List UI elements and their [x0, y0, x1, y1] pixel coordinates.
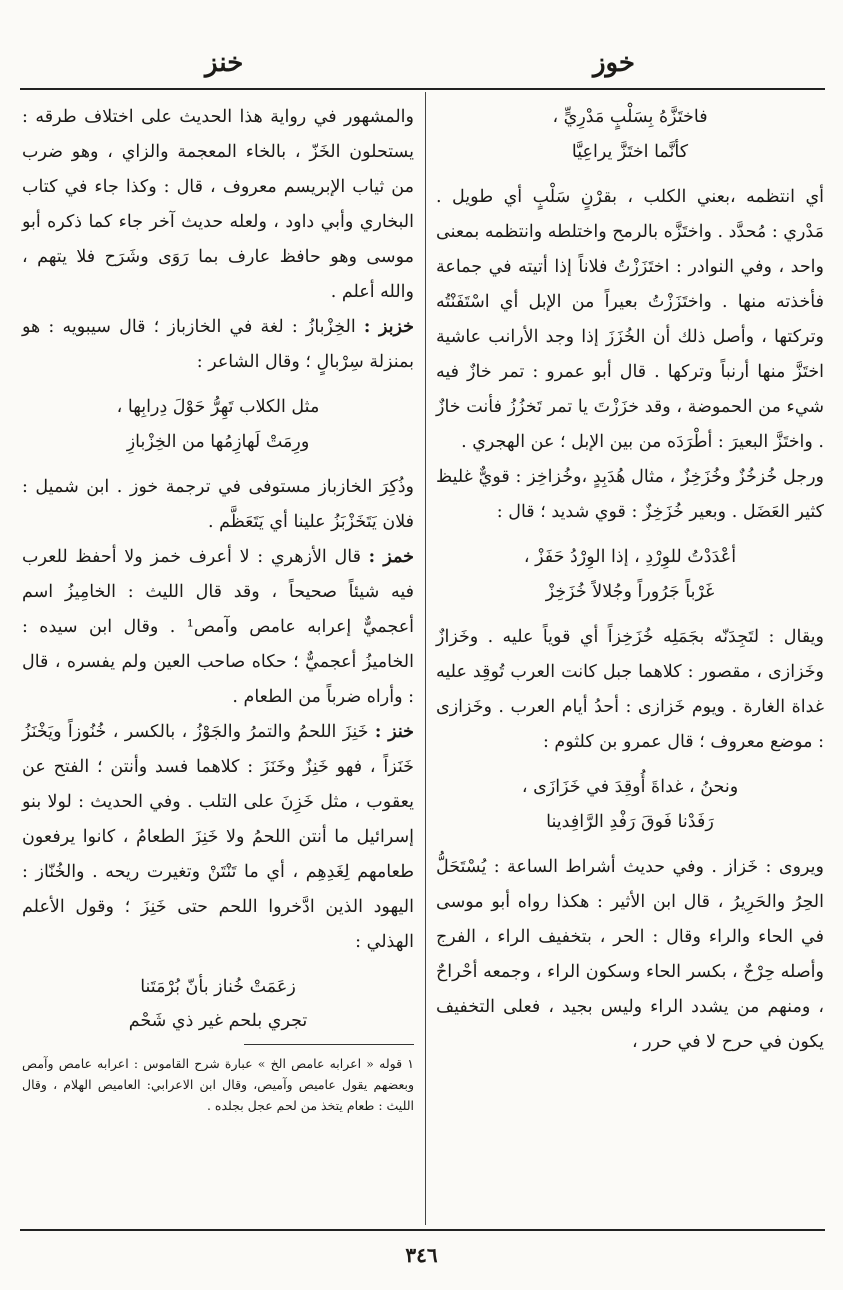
header-rule — [20, 88, 825, 90]
verse-line: زعَمَتْ خُناز بأنّ بُرْمَتَنا — [140, 977, 296, 997]
verse-line: تجري بلحم غير ذي شَحْم — [128, 1011, 308, 1031]
entry-paragraph — [22, 310, 414, 380]
entry-headword: خمز : — [368, 547, 414, 567]
entry-paragraph — [22, 715, 414, 960]
left-column — [22, 100, 414, 1116]
entry-paragraph: ويقال : لتَجِدَنّه بجَمَلِه خُزَخِزاً أي قوياً عليه . وخَزازٌ وخَزازى ، مقصور : كلاهما جبل كانت العرب تُوقِد عليه غداة الغارة . ويوم خَزازى : أحدُ أيام العرب . وخَزازى : موضع معروف ؛ قال عمرو بن كلثوم : — [436, 627, 824, 752]
entry-paragraph: وذُكِرَ الخازباز مستوفى في ترجمة خوز . ابن شميل : فلان يَتَخَزْبَزُ علينا أي يَتَعَظَّم . — [22, 477, 414, 532]
column-divider — [425, 92, 426, 1225]
entry-headword: خنز : — [374, 722, 414, 742]
verse-line: أعْدَدْتُ للوِرْدِ ، إذا الوِرْدُ حَفَزْ ، — [523, 547, 737, 567]
left-running-headword: خنز — [205, 48, 244, 78]
page-header — [20, 44, 825, 84]
entry-paragraph: والمشهور في رواية هذا الحديث على اختلاف طرقه : يستحلون الخَزّ ، بالخاء المعجمة والزاي ، وهو ضرب من ثياب الإبريسم معروف ، قال : وكذا جاء في كتاب البخاري وأبي داود ، ولعله حديث آخر جاء كما ذكره أبو موسى وهو حافظ عارف بما رَوَى وشَرَح فلا يتهم ، والله أعلم . — [22, 107, 414, 302]
footnote: ١ قوله « اعرابه عامص الخ » عبارة شرح القاموس : اعرابه عامص وآمص وبعضهم يقول عاميص وآميص، وقال ابن الاعرابي: العاميص الهلام ، وقال الليث : طعام يتخذ من لحم عجل بجلده . — [22, 1056, 414, 1113]
right-running-headword: خوز — [592, 48, 635, 78]
verse-line: فاختَزَّهُ بِسَلْبٍ مَدْرِيٍّ ، — [552, 107, 708, 127]
entry-paragraph: ورجل خُزخُزٌ وخُزَخِزٌ ، مثال هُدَبِدٍ ،وخُزاخِز : قويٌّ غليظ كثير العَضَل . وبعير خُزَخِزٌ : قوي شديد ؛ قال : — [436, 467, 824, 522]
verse-line: رَفَدْنا فَوقَ رَفْدِ الرَّافِدينا — [546, 812, 714, 832]
verse-line: غَرْباً جَرُوراً وجُلالاً خُزَخِزْ — [545, 582, 715, 602]
entry-text: الخِزْبازُ : لغة في الخازباز ؛ قال سيبويه : هو بمنزلة سِرْبالٍ ؛ وقال الشاعر : — [22, 317, 414, 372]
entry-text: خَنِزَ اللحمُ والتمرُ والجَوْزُ ، بالكسر ، خُنُوزاً ويَخْنَزُ خَنَزاً ، فهو خَنِزٌ وخَنَزَ : كلاهما فسد وأنتن ؛ الفتح عن يعقوب ، مثل خَزِنَ على التلب . وفي الحديث : لولا بنو إسرائيل ما أنتن اللحمُ ولا خَنِزَ الطعامُ ، كانوا يرفعون طعامهم لِغَدِهِم ، أي ما تَنْتَنْ وتغيرت ريحه . والخُنّاز : اليهود الذين ادَّخروا اللحم حتى خَنِزَ ؛ وقول الأعلم الهذلي : — [22, 722, 414, 952]
entry-headword: خزبز : — [363, 317, 414, 337]
verse-line: كأنَّما اختَزَّ يراعِيَّا — [571, 142, 689, 162]
page-number: ٣٤٦ — [405, 1243, 438, 1267]
right-column — [436, 100, 824, 1060]
verse-line: مثل الكلاب تَهِرُّ حَوْلَ دِرابِها ، — [116, 397, 320, 417]
footnote-rule — [244, 1044, 414, 1045]
entry-paragraph — [22, 540, 414, 715]
entry-text: قال الأزهري : لا أعرف خمز ولا أحفظ للعرب فيه شيئاً صحيحاً ، وقد قال الليث : الخامِيزُ اسم أعجميٌّ إعرابه عامص وآمص¹ . وقال ابن سيده : الخاميزُ أعجميٌّ ؛ حكاه صاحب العين ولم يفسره ، قال : وأراه ضرباً من الطعام . — [22, 547, 414, 707]
entry-paragraph: ويروى : خَزاز . وفي حديث أشراط الساعة : يُسْتَحَلُّ الحِرُ والحَرِيرُ ، قال ابن الأثير : هكذا رواه أبو موسى في الحاء والراء وقال : الحر ، بتخفيف الراء ، الفرج وأصله حِرْحٌ ، بكسر الحاء وسكون الراء ، وجمعه أحْراحٌ ، ومنهم من يشدد الراء وليس بجيد ، فعلى التخفيف يكون في حرح لا في حرر ، — [436, 857, 824, 1052]
verse-line: ورِمَتْ لَهازِمُها من الخِزْبازِ — [126, 432, 310, 452]
footer-rule — [20, 1229, 825, 1231]
entry-paragraph: أي انتظمه ،بعني الكلب ، بقرْنٍ سَلْبٍ أي طويل . مَدْري : مُحدَّد . واختَزَّه بالرمح واختلطه وانتظمه بمعنى واحد ، وفي النوادر : اختَزَزْتُ فلاناً إذا أتيته في جماعة فأخذته منها . واختَزَزْتُ بعيراً من الإبل أي اسْتَفَنْتُه وتركتها ، وأصل ذلك أن الخُزَزَ إذا وجد الأرانب عاشية اختَزَّ منها أرنباً وتركها . قال أبو عمرو : تمر خازٌ فيه شيء من الحموضة ، وقد خزَزْتَ يا تمر تَخزُزُ فأنت خازٌ . واختَزَّ البعيرَ : أطْرَدَه من بين الإبل ؛ عن الهجري . — [436, 187, 824, 452]
verse-line: ونحنُ ، غداةَ أُوقِدَ في خَزَازَى ، — [521, 777, 739, 797]
